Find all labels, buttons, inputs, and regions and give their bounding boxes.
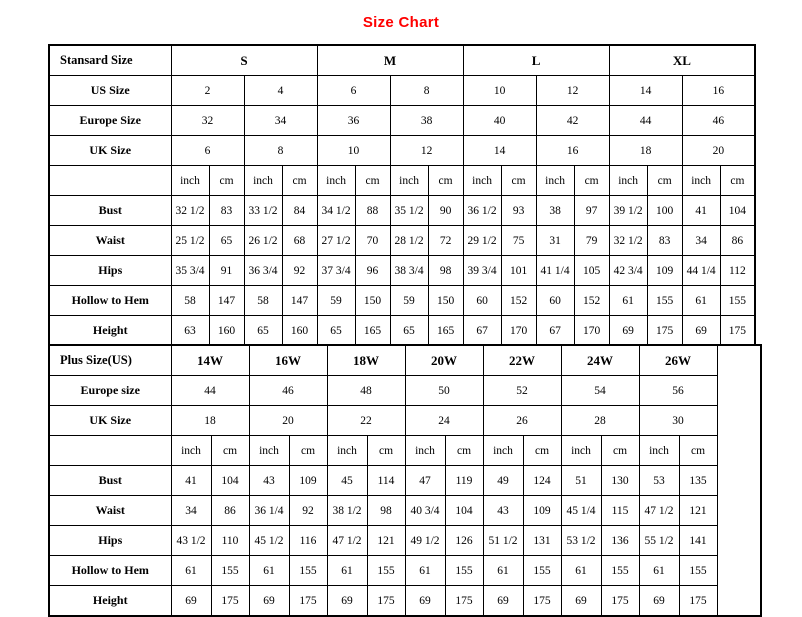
cell-hollow-0: 58	[171, 286, 209, 316]
cell-waist-13: 83	[647, 226, 682, 256]
cell-europe-size-5: 42	[536, 106, 609, 136]
row-label-hips: Hips	[49, 256, 171, 286]
cell-bust-8: 36 1/2	[463, 196, 501, 226]
plus-cell-uk-4: 26	[483, 406, 561, 436]
plus-cell-waist-11: 115	[601, 496, 639, 526]
cell-waist-6: 28 1/2	[390, 226, 428, 256]
unit-cell-8: inch	[463, 166, 501, 196]
table-row	[49, 345, 761, 376]
table-row	[49, 586, 761, 617]
plus-cell-hips-0: 43 1/2	[171, 526, 211, 556]
plus-cell-hips-6: 49 1/2	[405, 526, 445, 556]
unit-cell-7: cm	[428, 166, 463, 196]
plus-unit-cell-12: inch	[639, 436, 679, 466]
cell-waist-2: 26 1/2	[244, 226, 282, 256]
plus-size-header-4: 22W	[483, 345, 561, 376]
plus-cell-hollow-10: 61	[561, 556, 601, 586]
plus-cell-europe-4: 52	[483, 376, 561, 406]
cell-hollow-12: 61	[609, 286, 647, 316]
plus-size-header-2: 18W	[327, 345, 405, 376]
cell-height-1: 160	[209, 316, 244, 347]
plus-cell-uk-6: 30	[639, 406, 717, 436]
plus-unit-cell-6: inch	[405, 436, 445, 466]
plus-cell-hips-2: 45 1/2	[249, 526, 289, 556]
plus-cell-waist-13: 121	[679, 496, 717, 526]
cell-hips-12: 42 3/4	[609, 256, 647, 286]
cell-europe-size-1: 34	[244, 106, 317, 136]
plus-cell-hips-5: 121	[367, 526, 405, 556]
unit-cell-2: inch	[244, 166, 282, 196]
cell-europe-size-3: 38	[390, 106, 463, 136]
plus-cell-uk-3: 24	[405, 406, 483, 436]
table-row	[49, 556, 761, 586]
group-header-l: L	[463, 45, 609, 76]
plus-cell-height-7: 175	[445, 586, 483, 617]
plus-cell-waist-10: 45 1/4	[561, 496, 601, 526]
cell-hollow-10: 60	[536, 286, 574, 316]
cell-bust-2: 33 1/2	[244, 196, 282, 226]
plus-cell-europe-5: 54	[561, 376, 639, 406]
cell-waist-7: 72	[428, 226, 463, 256]
cell-height-15: 175	[720, 316, 755, 347]
plus-cell-height-8: 69	[483, 586, 523, 617]
cell-hollow-5: 150	[355, 286, 390, 316]
plus-row-label-europe-size: Europe size	[49, 376, 171, 406]
plus-cell-bust-3: 109	[289, 466, 327, 496]
cell-hollow-9: 152	[501, 286, 536, 316]
cell-waist-5: 70	[355, 226, 390, 256]
plus-unit-cell-1: cm	[211, 436, 249, 466]
cell-europe-size-6: 44	[609, 106, 682, 136]
cell-uk-size-0: 6	[171, 136, 244, 166]
cell-waist-8: 29 1/2	[463, 226, 501, 256]
cell-waist-1: 65	[209, 226, 244, 256]
cell-hollow-8: 60	[463, 286, 501, 316]
table-row	[49, 136, 755, 166]
group-header-xl: XL	[609, 45, 755, 76]
standard-size-table	[48, 44, 756, 347]
cell-hollow-2: 58	[244, 286, 282, 316]
cell-hips-13: 109	[647, 256, 682, 286]
cell-uk-size-4: 14	[463, 136, 536, 166]
plus-cell-waist-12: 47 1/2	[639, 496, 679, 526]
cell-hips-2: 36 3/4	[244, 256, 282, 286]
cell-us-size-5: 12	[536, 76, 609, 106]
plus-unit-cell-2: inch	[249, 436, 289, 466]
cell-bust-4: 34 1/2	[317, 196, 355, 226]
units-row-blank	[49, 166, 171, 196]
plus-cell-hollow-8: 61	[483, 556, 523, 586]
cell-waist-14: 34	[682, 226, 720, 256]
cell-height-11: 170	[574, 316, 609, 347]
cell-waist-15: 86	[720, 226, 755, 256]
plus-cell-height-4: 69	[327, 586, 367, 617]
row-label-height: Height	[49, 316, 171, 347]
cell-uk-size-3: 12	[390, 136, 463, 166]
cell-us-size-2: 6	[317, 76, 390, 106]
plus-cell-hollow-7: 155	[445, 556, 483, 586]
unit-cell-6: inch	[390, 166, 428, 196]
cell-europe-size-0: 32	[171, 106, 244, 136]
plus-cell-bust-4: 45	[327, 466, 367, 496]
cell-waist-11: 79	[574, 226, 609, 256]
cell-uk-size-5: 16	[536, 136, 609, 166]
cell-hips-6: 38 3/4	[390, 256, 428, 286]
cell-height-2: 65	[244, 316, 282, 347]
plus-cell-bust-12: 53	[639, 466, 679, 496]
plus-cell-waist-8: 43	[483, 496, 523, 526]
table-row	[49, 256, 755, 286]
plus-cell-waist-6: 40 3/4	[405, 496, 445, 526]
plus-cell-hollow-13: 155	[679, 556, 717, 586]
unit-cell-0: inch	[171, 166, 209, 196]
plus-row-label-uk-size: UK Size	[49, 406, 171, 436]
table-row	[49, 496, 761, 526]
row-label-bust: Bust	[49, 196, 171, 226]
plus-corner-label: Plus Size(US)	[49, 345, 171, 376]
cell-uk-size-6: 18	[609, 136, 682, 166]
row-label-hollow-to-hem: Hollow to Hem	[49, 286, 171, 316]
cell-height-14: 69	[682, 316, 720, 347]
plus-height-spacer	[717, 586, 761, 617]
plus-cell-hips-10: 53 1/2	[561, 526, 601, 556]
cell-bust-6: 35 1/2	[390, 196, 428, 226]
plus-cell-waist-2: 36 1/4	[249, 496, 289, 526]
cell-uk-size-1: 8	[244, 136, 317, 166]
cell-uk-size-7: 20	[682, 136, 755, 166]
cell-hips-1: 91	[209, 256, 244, 286]
plus-cell-hollow-11: 155	[601, 556, 639, 586]
unit-cell-14: inch	[682, 166, 720, 196]
plus-cell-bust-11: 130	[601, 466, 639, 496]
plus-cell-waist-9: 109	[523, 496, 561, 526]
plus-cell-hips-11: 136	[601, 526, 639, 556]
cell-us-size-1: 4	[244, 76, 317, 106]
table-row	[49, 106, 755, 136]
cell-height-6: 65	[390, 316, 428, 347]
plus-cell-height-5: 175	[367, 586, 405, 617]
plus-cell-height-13: 175	[679, 586, 717, 617]
cell-hollow-11: 152	[574, 286, 609, 316]
plus-size-header-6: 26W	[639, 345, 717, 376]
cell-us-size-3: 8	[390, 76, 463, 106]
plus-cell-hollow-3: 155	[289, 556, 327, 586]
plus-unit-cell-4: inch	[327, 436, 367, 466]
table-row	[49, 376, 761, 406]
plus-cell-bust-1: 104	[211, 466, 249, 496]
cell-europe-size-4: 40	[463, 106, 536, 136]
plus-cell-hollow-6: 61	[405, 556, 445, 586]
plus-header-spacer	[717, 345, 761, 376]
cell-bust-7: 90	[428, 196, 463, 226]
unit-cell-15: cm	[720, 166, 755, 196]
cell-hollow-14: 61	[682, 286, 720, 316]
cell-hips-10: 41 1/4	[536, 256, 574, 286]
cell-bust-15: 104	[720, 196, 755, 226]
cell-hips-9: 101	[501, 256, 536, 286]
plus-cell-hips-4: 47 1/2	[327, 526, 367, 556]
cell-hips-4: 37 3/4	[317, 256, 355, 286]
plus-row-label-hollow-to-hem: Hollow to Hem	[49, 556, 171, 586]
plus-cell-hips-9: 131	[523, 526, 561, 556]
cell-hollow-13: 155	[647, 286, 682, 316]
row-label-europe-size: Europe Size	[49, 106, 171, 136]
cell-height-3: 160	[282, 316, 317, 347]
cell-hollow-15: 155	[720, 286, 755, 316]
plus-unit-cell-10: inch	[561, 436, 601, 466]
plus-cell-uk-5: 28	[561, 406, 639, 436]
plus-cell-europe-2: 48	[327, 376, 405, 406]
cell-waist-4: 27 1/2	[317, 226, 355, 256]
plus-cell-bust-13: 135	[679, 466, 717, 496]
cell-europe-size-7: 46	[682, 106, 755, 136]
plus-cell-waist-1: 86	[211, 496, 249, 526]
cell-bust-3: 84	[282, 196, 317, 226]
plus-size-header-5: 24W	[561, 345, 639, 376]
cell-hollow-3: 147	[282, 286, 317, 316]
plus-cell-waist-7: 104	[445, 496, 483, 526]
plus-cell-bust-8: 49	[483, 466, 523, 496]
plus-bust-spacer	[717, 466, 761, 496]
cell-hips-7: 98	[428, 256, 463, 286]
cell-us-size-0: 2	[171, 76, 244, 106]
cell-uk-size-2: 10	[317, 136, 390, 166]
table-row-units	[49, 436, 761, 466]
cell-height-7: 165	[428, 316, 463, 347]
cell-hips-11: 105	[574, 256, 609, 286]
row-label-waist: Waist	[49, 226, 171, 256]
plus-cell-europe-6: 56	[639, 376, 717, 406]
unit-cell-4: inch	[317, 166, 355, 196]
plus-size-header-0: 14W	[171, 345, 249, 376]
plus-unit-cell-3: cm	[289, 436, 327, 466]
cell-waist-0: 25 1/2	[171, 226, 209, 256]
cell-height-12: 69	[609, 316, 647, 347]
plus-cell-bust-2: 43	[249, 466, 289, 496]
plus-row-label-bust: Bust	[49, 466, 171, 496]
plus-cell-hollow-12: 61	[639, 556, 679, 586]
plus-cell-bust-10: 51	[561, 466, 601, 496]
plus-units-row-blank	[49, 436, 171, 466]
cell-hips-8: 39 3/4	[463, 256, 501, 286]
plus-cell-hollow-1: 155	[211, 556, 249, 586]
cell-us-size-6: 14	[609, 76, 682, 106]
group-header-m: M	[317, 45, 463, 76]
group-header-s: S	[171, 45, 317, 76]
cell-height-5: 165	[355, 316, 390, 347]
cell-bust-12: 39 1/2	[609, 196, 647, 226]
plus-cell-bust-7: 119	[445, 466, 483, 496]
plus-row-label-hips: Hips	[49, 526, 171, 556]
plus-unit-cell-7: cm	[445, 436, 483, 466]
standard-corner-label: Stansard Size	[49, 45, 171, 76]
plus-unit-cell-0: inch	[171, 436, 211, 466]
plus-cell-waist-4: 38 1/2	[327, 496, 367, 526]
cell-bust-0: 32 1/2	[171, 196, 209, 226]
plus-cell-height-6: 69	[405, 586, 445, 617]
table-row	[49, 466, 761, 496]
plus-cell-hips-1: 110	[211, 526, 249, 556]
row-label-uk-size: UK Size	[49, 136, 171, 166]
cell-bust-9: 93	[501, 196, 536, 226]
unit-cell-11: cm	[574, 166, 609, 196]
page-title: Size Chart	[362, 14, 440, 31]
plus-cell-bust-5: 114	[367, 466, 405, 496]
plus-waist-spacer	[717, 496, 761, 526]
plus-cell-height-2: 69	[249, 586, 289, 617]
plus-unit-cell-11: cm	[601, 436, 639, 466]
table-row	[49, 196, 755, 226]
plus-cell-height-3: 175	[289, 586, 327, 617]
plus-cell-hollow-5: 155	[367, 556, 405, 586]
cell-waist-3: 68	[282, 226, 317, 256]
unit-cell-9: cm	[501, 166, 536, 196]
cell-height-8: 67	[463, 316, 501, 347]
plus-cell-uk-2: 22	[327, 406, 405, 436]
cell-hips-0: 35 3/4	[171, 256, 209, 286]
cell-us-size-7: 16	[682, 76, 755, 106]
cell-hollow-1: 147	[209, 286, 244, 316]
table-row	[49, 76, 755, 106]
cell-hollow-6: 59	[390, 286, 428, 316]
plus-cell-hollow-2: 61	[249, 556, 289, 586]
table-row-units	[49, 166, 755, 196]
table-row	[49, 286, 755, 316]
plus-cell-height-1: 175	[211, 586, 249, 617]
cell-height-10: 67	[536, 316, 574, 347]
unit-cell-5: cm	[355, 166, 390, 196]
cell-waist-9: 75	[501, 226, 536, 256]
plus-cell-hips-12: 55 1/2	[639, 526, 679, 556]
table-row	[49, 316, 755, 347]
plus-unit-cell-8: inch	[483, 436, 523, 466]
plus-cell-waist-5: 98	[367, 496, 405, 526]
plus-cell-waist-3: 92	[289, 496, 327, 526]
plus-cell-europe-0: 44	[171, 376, 249, 406]
cell-bust-13: 100	[647, 196, 682, 226]
cell-bust-10: 38	[536, 196, 574, 226]
plus-cell-height-10: 69	[561, 586, 601, 617]
plus-hips-spacer	[717, 526, 761, 556]
plus-units-spacer	[717, 436, 761, 466]
plus-cell-hollow-0: 61	[171, 556, 211, 586]
unit-cell-13: cm	[647, 166, 682, 196]
plus-cell-uk-0: 18	[171, 406, 249, 436]
cell-us-size-4: 10	[463, 76, 536, 106]
plus-size-table	[48, 344, 762, 617]
plus-cell-waist-0: 34	[171, 496, 211, 526]
cell-hollow-7: 150	[428, 286, 463, 316]
plus-row-label-height: Height	[49, 586, 171, 617]
plus-cell-bust-0: 41	[171, 466, 211, 496]
plus-cell-hips-7: 126	[445, 526, 483, 556]
cell-waist-10: 31	[536, 226, 574, 256]
plus-cell-europe-3: 50	[405, 376, 483, 406]
table-row	[49, 226, 755, 256]
plus-cell-height-9: 175	[523, 586, 561, 617]
unit-cell-12: inch	[609, 166, 647, 196]
unit-cell-1: cm	[209, 166, 244, 196]
plus-cell-uk-1: 20	[249, 406, 327, 436]
plus-cell-hips-13: 141	[679, 526, 717, 556]
plus-row-label-waist: Waist	[49, 496, 171, 526]
table-row	[49, 45, 755, 76]
cell-bust-1: 83	[209, 196, 244, 226]
cell-hollow-4: 59	[317, 286, 355, 316]
plus-unit-cell-9: cm	[523, 436, 561, 466]
plus-size-header-1: 16W	[249, 345, 327, 376]
cell-bust-14: 41	[682, 196, 720, 226]
plus-cell-hips-8: 51 1/2	[483, 526, 523, 556]
cell-hips-15: 112	[720, 256, 755, 286]
plus-europe-spacer	[717, 376, 761, 406]
cell-europe-size-2: 36	[317, 106, 390, 136]
plus-cell-bust-9: 124	[523, 466, 561, 496]
plus-cell-height-11: 175	[601, 586, 639, 617]
table-row	[49, 526, 761, 556]
table-row	[49, 406, 761, 436]
plus-cell-height-12: 69	[639, 586, 679, 617]
unit-cell-10: inch	[536, 166, 574, 196]
plus-hollow-spacer	[717, 556, 761, 586]
row-label-us-size: US Size	[49, 76, 171, 106]
cell-hips-3: 92	[282, 256, 317, 286]
plus-uk-spacer	[717, 406, 761, 436]
cell-height-4: 65	[317, 316, 355, 347]
plus-cell-height-0: 69	[171, 586, 211, 617]
cell-hips-5: 96	[355, 256, 390, 286]
plus-unit-cell-5: cm	[367, 436, 405, 466]
cell-bust-5: 88	[355, 196, 390, 226]
plus-cell-hips-3: 116	[289, 526, 327, 556]
cell-hips-14: 44 1/4	[682, 256, 720, 286]
plus-cell-hollow-4: 61	[327, 556, 367, 586]
cell-height-0: 63	[171, 316, 209, 347]
plus-cell-europe-1: 46	[249, 376, 327, 406]
cell-waist-12: 32 1/2	[609, 226, 647, 256]
cell-height-9: 170	[501, 316, 536, 347]
cell-height-13: 175	[647, 316, 682, 347]
plus-cell-hollow-9: 155	[523, 556, 561, 586]
plus-unit-cell-13: cm	[679, 436, 717, 466]
plus-cell-bust-6: 47	[405, 466, 445, 496]
unit-cell-3: cm	[282, 166, 317, 196]
plus-size-header-3: 20W	[405, 345, 483, 376]
cell-bust-11: 97	[574, 196, 609, 226]
